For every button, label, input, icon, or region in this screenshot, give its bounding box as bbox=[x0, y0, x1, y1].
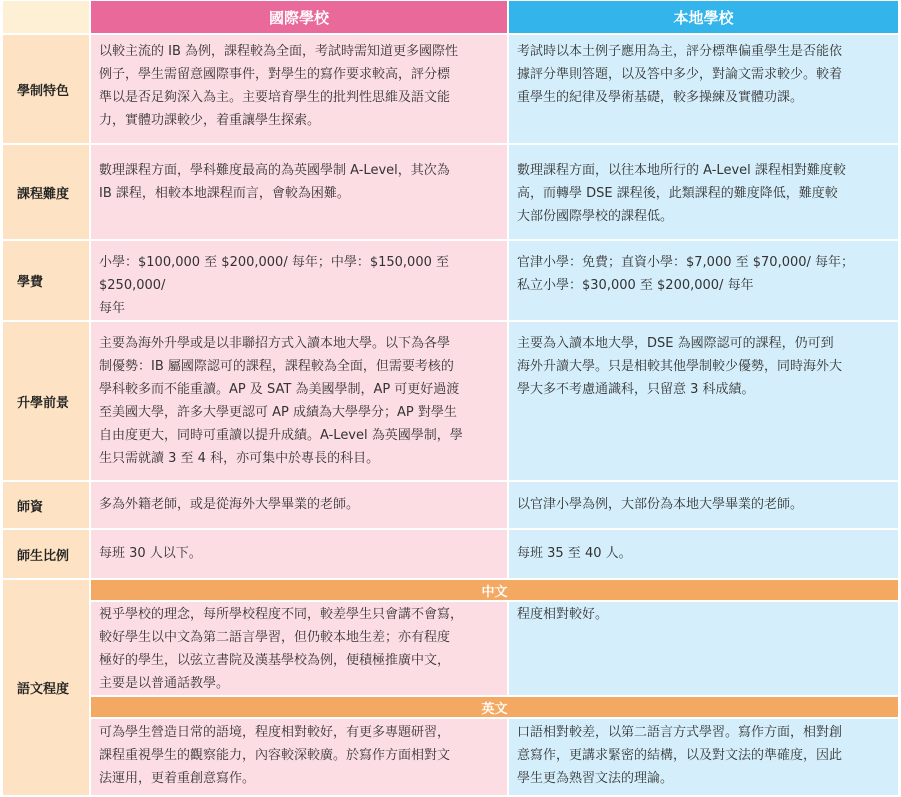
cell-local: 官津小學：免費；直資小學：$7,000 至 $70,000/ 每年； 私立小學：$30,000 至 $200,000/ 每年 bbox=[509, 241, 900, 322]
cell-local: 口語相對較差，以第二語言方式學習。寫作方面，相對創 意寫作，更講求緊密的結構，以及對文法的準確度，因此 學生更為熟習文法的理論。 bbox=[509, 719, 900, 797]
row-label: 學費 bbox=[3, 241, 91, 322]
row-label: 學制特色 bbox=[3, 35, 91, 145]
cell-international: 小學：$100,000 至 $200,000/ 每年；中學：$150,000 至 $250,000/ 每年 bbox=[91, 241, 509, 322]
row-ratio bbox=[3, 530, 900, 580]
header-local: 本地學校 bbox=[509, 1, 900, 35]
row-label: 升學前景 bbox=[3, 322, 91, 482]
row-tuition bbox=[3, 241, 900, 322]
row-english-header bbox=[3, 697, 900, 719]
cell-international: 視乎學校的理念，每所學校程度不同，較差學生只會講不會寫， 較好學生以中文為第二語言學習，但仍較本地生差；亦有程度 極好的學生，以弦立書院及漢基學校為例，便積極推廣中文， 主要是以普通話教學。 bbox=[91, 602, 509, 697]
comparison-table bbox=[3, 1, 900, 797]
row-label-language: 語文程度 bbox=[3, 580, 91, 797]
header-row bbox=[3, 1, 900, 35]
row-prospects bbox=[3, 322, 900, 482]
cell-local: 數理課程方面，以往本地所行的 A-Level 課程相對難度較 高，而轉學 DSE 課程後，此類課程的難度降低，難度較 大部份國際學校的課程低。 bbox=[509, 145, 900, 241]
cell-local: 以官津小學為例，大部份為本地大學畢業的老師。 bbox=[509, 482, 900, 530]
row-label: 師資 bbox=[3, 482, 91, 530]
row-chinese-header bbox=[3, 580, 900, 602]
cell-international: 多為外籍老師，或是從海外大學畢業的老師。 bbox=[91, 482, 509, 530]
cell-local: 考試時以本土例子應用為主，評分標準偏重學生是否能依 據評分準則答題，以及答中多少，對論文需求較少。較着 重學生的紀律及學術基礎，較多操練及實體功課。 bbox=[509, 35, 900, 145]
row-teachers bbox=[3, 482, 900, 530]
corner-cell bbox=[3, 1, 91, 35]
cell-international: 主要為海外升學或是以非聯招方式入讀本地大學。以下為各學 制優勢：IB 屬國際認可的課程，課程較為全面，但需要考核的 學科較多而不能重讀。AP 及 SAT 為美國學制，AP 可更好過渡 至美國大學，許多大學更認可 AP 成績為大學學分；AP 對學生 自由度更大，同時可重讀以提升成績。A-Level 為英國學制，學 生只需就讀 3 至 4 科，亦可集中於專長的科目。 bbox=[91, 322, 509, 482]
cell-international: 數理課程方面，學科難度最高的為英國學制 A-Level，其次為 IB 課程，相較本地課程而言，會較為困難。 bbox=[91, 145, 509, 241]
cell-international: 每班 30 人以下。 bbox=[91, 530, 509, 580]
row-label: 師生比例 bbox=[3, 530, 91, 580]
row-english bbox=[3, 719, 900, 797]
row-label: 課程難度 bbox=[3, 145, 91, 241]
cell-local: 主要為入讀本地大學，DSE 為國際認可的課程，仍可到 海外升讀大學。只是相較其他學制較少優勢，同時海外大 學大多不考慮通識科，只留意 3 科成績。 bbox=[509, 322, 900, 482]
cell-local: 每班 35 至 40 人。 bbox=[509, 530, 900, 580]
row-curriculum-difficulty bbox=[3, 145, 900, 241]
cell-local: 程度相對較好。 bbox=[509, 602, 900, 697]
row-chinese bbox=[3, 602, 900, 697]
subheader-english: 英文 bbox=[91, 697, 900, 719]
row-system-features bbox=[3, 35, 900, 145]
cell-international: 可為學生營造日常的語境，程度相對較好，有更多專題研習， 課程重視學生的觀察能力，內容較深較廣。於寫作方面相對文 法運用，更着重創意寫作。 bbox=[91, 719, 509, 797]
subheader-chinese: 中文 bbox=[91, 580, 900, 602]
cell-international: 以較主流的 IB 為例，課程較為全面，考試時需知道更多國際性 例子，學生需留意國際事件，對學生的寫作要求較高，評分標 準以是否足夠深入為主。主要培育學生的批判性思維及語文能 力，實體功課較少，着重讓學生探索。 bbox=[91, 35, 509, 145]
header-international: 國際學校 bbox=[91, 1, 509, 35]
